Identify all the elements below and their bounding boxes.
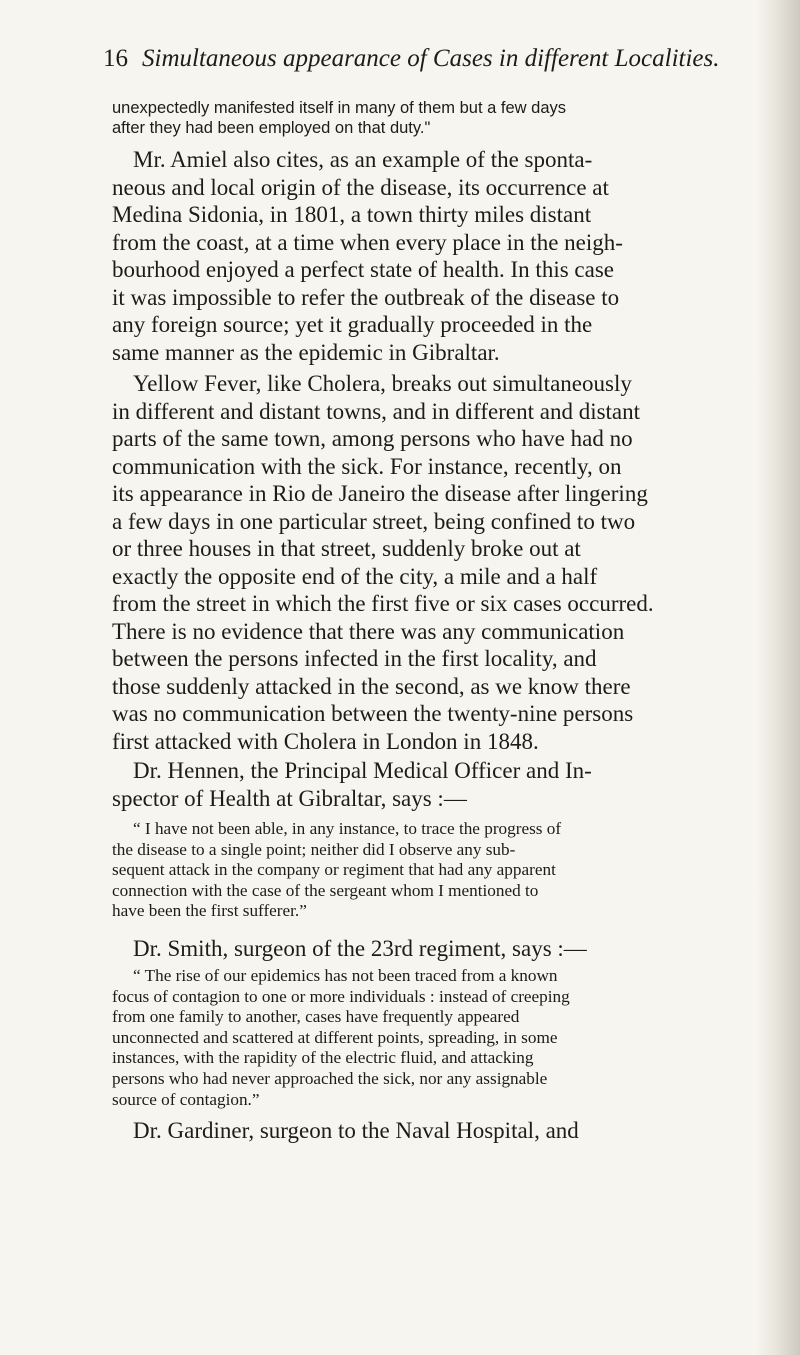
paragraph-gardiner (112, 1117, 768, 1145)
continuation-paragraph (112, 98, 764, 138)
text-line: Dr. Smith, surgeon of the 23rd regiment, says :— (133, 936, 587, 961)
text-line: Yellow Fever, like Cholera, breaks out simultaneously (133, 371, 632, 396)
text-line: first attacked with Cholera in London in 1848. (112, 728, 539, 754)
text-line: parts of the same town, among persons who have had no (112, 426, 633, 451)
quote-hennen (112, 819, 768, 922)
page-number: 16 (103, 45, 128, 72)
paragraph-amiel (112, 146, 768, 366)
text-line: between the persons infected in the first locality, and (112, 646, 597, 671)
text-line: unexpectedly manifested itself in many of them but a few days (112, 99, 566, 117)
text-line: same manner as the epidemic in Gibraltar. (112, 339, 500, 365)
text-line: bourhood enjoyed a perfect state of health. In this case (112, 257, 614, 282)
text-line: in different and distant towns, and in different and distant (112, 398, 641, 424)
text-line: Dr. Hennen, the Principal Medical Officer and In- (133, 758, 592, 783)
text-line: those suddenly attacked in the second, as we know there (112, 673, 631, 699)
text-line: spector of Health at Gibraltar, says :— (112, 785, 467, 811)
text-line: any foreign source; yet it gradually proceeded in the (112, 312, 593, 337)
text-line: focus of contagion to one or more individuals : instead of creeping (112, 986, 570, 1006)
text-line: sequent attack in the company or regiment that had any apparent (112, 860, 556, 880)
paragraph-yellow-fever (112, 370, 768, 755)
text-line: from the coast, at a time when every place in the neigh- (112, 229, 623, 255)
text-line: a few days in one particular street, being confined to two (112, 508, 636, 534)
running-title: Simultaneous appearance of Cases in different Localities. (142, 45, 720, 72)
text-line: Dr. Gardiner, surgeon to the Naval Hospital, and (133, 1118, 579, 1143)
text-line: communication with the sick. For instance, recently, on (112, 453, 622, 479)
text-line: its appearance in Rio de Janeiro the disease after lingering (112, 481, 648, 506)
text-line: was no communication between the twenty-nine persons (112, 701, 634, 726)
text-line: connection with the case of the sergeant whom I mentioned to (112, 880, 539, 900)
text-line: source of contagion.” (112, 1089, 260, 1109)
text-line: “ The rise of our epidemics has not been traced from a known (133, 966, 558, 985)
text-line: “ I have not been able, in any instance, to trace the progress of (133, 819, 562, 838)
text-line: exactly the opposite end of the city, a mile and a half (112, 563, 598, 589)
text-line: from one family to another, cases have frequently appeared (112, 1007, 520, 1027)
paragraph-smith-intro (112, 935, 768, 963)
text-line: from the street in which the first five or six cases occurred. (112, 591, 654, 616)
text-line: have been the first sufferer.” (112, 901, 307, 921)
quote-smith (112, 966, 768, 1110)
text-line: or three houses in that street, suddenly broke out at (112, 536, 581, 561)
text-line: it was impossible to refer the outbreak of the disease to (112, 284, 620, 310)
text-line: Medina Sidonia, in 1801, a town thirty miles distant (112, 202, 592, 227)
text-line: Mr. Amiel also cites, as an example of the sponta- (133, 147, 593, 172)
text-line: the disease to a single point; neither did I observe any sub- (112, 839, 516, 859)
text-line: after they had been employed on that duty." (112, 119, 431, 137)
paragraph-hennen-intro (112, 757, 768, 812)
text-line: unconnected and scattered at different points, spreading, in some (112, 1027, 558, 1047)
text-line: persons who had never approached the sick, nor any assignable (112, 1068, 548, 1088)
running-head (103, 44, 763, 74)
text-line: instances, with the rapidity of the electric fluid, and attacking (112, 1048, 534, 1068)
text-line: There is no evidence that there was any communication (112, 618, 625, 644)
text-line: neous and local origin of the disease, its occurrence at (112, 174, 609, 200)
